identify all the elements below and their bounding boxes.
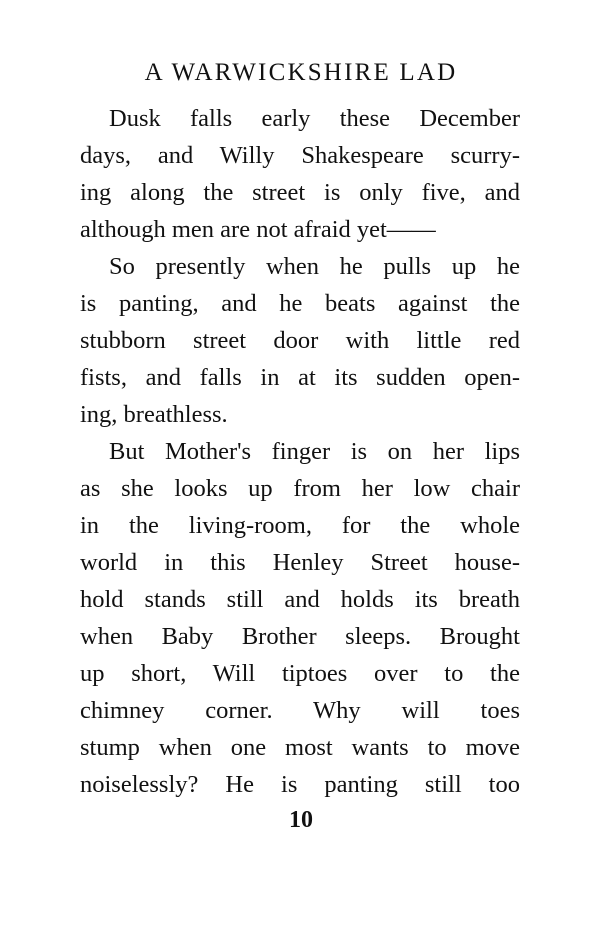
- text-line: Dusk falls early these December: [109, 105, 520, 132]
- text-line: stump when one most wants to move: [80, 734, 520, 761]
- text-line: world in this Henley Street house-: [80, 549, 520, 576]
- text-line: hold stands still and holds its breath: [80, 586, 520, 613]
- body-text: [80, 100, 520, 803]
- text-line: when Baby Brother sleeps. Brought: [80, 623, 520, 650]
- text-line: in the living-room, for the whole: [80, 512, 520, 539]
- text-line: up short, Will tiptoes over to the: [80, 660, 520, 687]
- text-line: So presently when he pulls up he: [109, 253, 520, 280]
- text-line: ing, breathless.: [80, 401, 228, 428]
- text-line: ing along the street is only five, and: [80, 179, 520, 206]
- paragraph-3: [80, 433, 520, 803]
- text-line: stubborn street door with little red: [80, 327, 520, 354]
- text-line: is panting, and he beats against the: [80, 290, 520, 317]
- text-line: days, and Willy Shakespeare scurry-: [80, 142, 520, 169]
- text-line: although men are not afraid yet——: [80, 216, 436, 243]
- running-head: A WARWICKSHIRE LAD: [144, 59, 458, 86]
- paragraph-2: [80, 248, 520, 433]
- page-number: 10: [289, 807, 313, 833]
- paragraph-1: [80, 100, 520, 248]
- text-line: But Mother's finger is on her lips: [109, 438, 520, 465]
- text-line: chimney corner. Why will toes: [80, 697, 520, 724]
- text-line: noiselessly? He is panting still too: [80, 771, 520, 798]
- text-line: fists, and falls in at its sudden open-: [80, 364, 520, 391]
- text-line: as she looks up from her low chair: [80, 475, 520, 502]
